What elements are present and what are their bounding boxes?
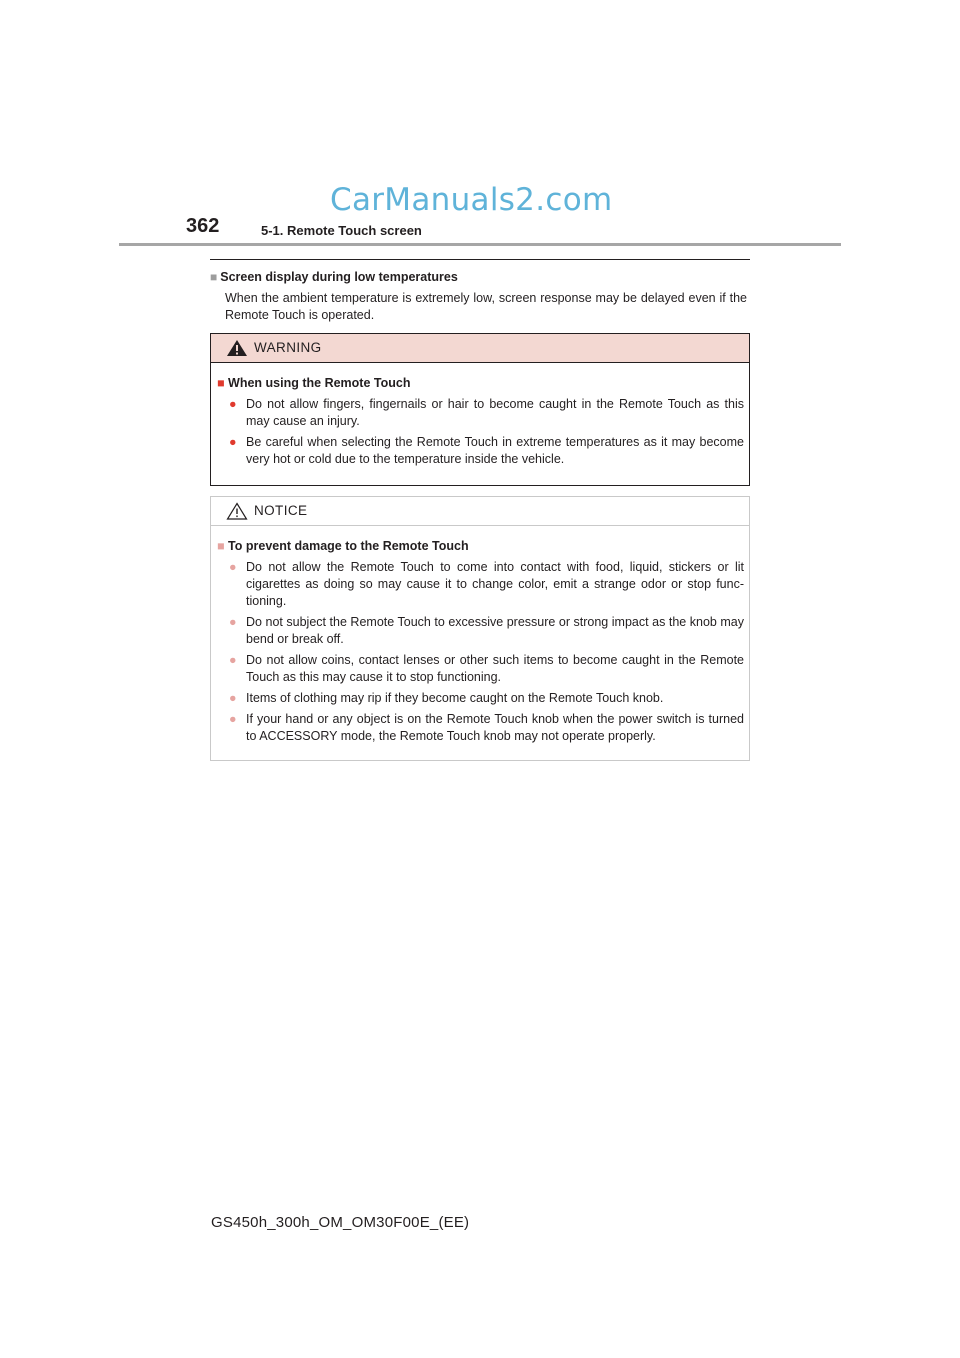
warning-subheading (217, 376, 744, 390)
warning-triangle-icon (226, 339, 248, 357)
page-number: 362 (186, 215, 220, 237)
notice-item (217, 711, 744, 745)
circle-bullet-icon: ● (229, 712, 237, 726)
notice-item (217, 690, 744, 707)
watermark-text[interactable]: CarManuals2.com (330, 182, 613, 218)
notice-box (210, 496, 750, 761)
warning-item (217, 434, 744, 468)
notice-item (217, 614, 744, 648)
document-code: GS450h_300h_OM_OM30F00E_(EE) (211, 1214, 470, 1231)
header-divider (119, 243, 841, 246)
notice-item-text: Items of clothing may rip if they become caught on the Remote Touch knob. (246, 691, 664, 705)
note-heading-text: Screen display during low temperatures (220, 270, 458, 284)
content-divider (210, 259, 750, 260)
warning-header (211, 334, 749, 363)
section-title: 5-1. Remote Touch screen (261, 223, 422, 238)
warning-item-text: Do not allow fingers, fingernails or hair to become caught in the Remote Touch as this may cause an injury. (246, 397, 744, 428)
notice-item-text: Do not allow coins, contact lenses or other such items to become caught in the Remote Touch as this may cause it to stop functioning. (246, 653, 744, 684)
notice-header (211, 497, 749, 526)
notice-item (217, 559, 744, 610)
notice-item (217, 652, 744, 686)
warning-label: WARNING (254, 340, 322, 355)
square-bullet-icon: ■ (217, 376, 225, 390)
notice-item-text: If your hand or any object is on the Remote Touch knob when the power switch is turned to ACCESSORY mode, the Remote Touch knob may not operate properly. (246, 712, 744, 743)
notice-triangle-icon (226, 502, 248, 520)
notice-item-text: Do not subject the Remote Touch to excessive pressure or strong impact as the knob may bend or break off. (246, 615, 744, 646)
notice-label: NOTICE (254, 503, 308, 518)
warning-item (217, 396, 744, 430)
circle-bullet-icon: ● (229, 435, 237, 449)
warning-box (210, 333, 750, 486)
circle-bullet-icon: ● (229, 653, 237, 667)
warning-item-text: Be careful when selecting the Remote Touch in extreme temperatures as it may become very hot or cold due to the temperature inside the vehicle. (246, 435, 744, 466)
notice-subheading-text: To prevent damage to the Remote Touch (228, 539, 469, 553)
circle-bullet-icon: ● (229, 397, 237, 411)
square-bullet-icon: ■ (210, 270, 218, 284)
note-body: When the ambient temperature is extremely low, screen response may be delayed even if the Remote Touch is operated. (225, 291, 747, 322)
square-bullet-icon: ■ (217, 539, 225, 553)
notice-subheading (217, 539, 744, 553)
circle-bullet-icon: ● (229, 560, 237, 574)
note-heading (210, 270, 458, 284)
circle-bullet-icon: ● (229, 691, 237, 705)
warning-subheading-text: When using the Remote Touch (228, 376, 411, 390)
circle-bullet-icon: ● (229, 615, 237, 629)
notice-item-text: Do not allow the Remote Touch to come into contact with food, liquid, stickers or lit cigarettes as doing so may cause it to change color, emit a strange odor or stop func-tioning. (246, 560, 744, 608)
